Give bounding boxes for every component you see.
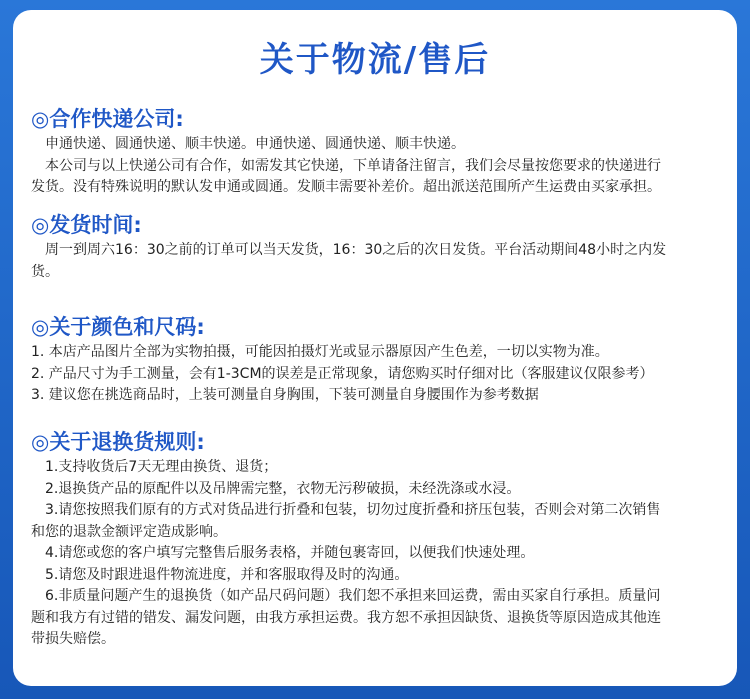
list-item: 2.退换货产品的原配件以及吊牌需完整，衣物无污秽破损，未经洗涤或水浸。 <box>45 480 521 497</box>
text-line: 发货。没有特殊说明的默认发申通或圆通。发顺丰需要补差价。超出派送范围所产生运费由买家承担。 <box>31 179 661 195</box>
circle-marker-icon: ◎ <box>31 213 50 237</box>
section-heading <box>31 427 725 457</box>
list-item: 2. 产品尺寸为手工测量，会有1-3CM的误差是正常现象，请您购买时仔细对比（客服建议仅限参考） <box>31 365 654 382</box>
text-line: 申通快递、圆通快递、顺丰快递。申通快递、圆通快递、顺丰快递。 <box>45 136 465 152</box>
section-return-policy <box>31 427 725 651</box>
circle-marker-icon: ◎ <box>31 315 50 339</box>
list-item: 4.请您或您的客户填写完整售后服务表格，并随包裹寄回，以便我们快速处理。 <box>45 545 535 561</box>
text-line: 周一到周六16：30之前的订单可以当天发货，16：30之后的次日发货。平台活动期间48小时之内发 <box>45 242 667 258</box>
section-shipping-time <box>31 210 725 283</box>
text-line: 和您的退款金额评定造成影响。 <box>31 523 227 540</box>
section-courier-partners <box>31 104 725 199</box>
page-title: 关于物流/售后 <box>259 40 491 80</box>
text-line: 带损失赔偿。 <box>31 631 115 647</box>
section-heading-label: 发货时间: <box>49 213 142 237</box>
list-item: 3. 建议您在挑选商品时，上装可测量自身胸围，下装可测量自身腰围作为参考数据 <box>31 387 539 403</box>
text-line: 题和我方有过错的错发、漏发问题，由我方承担运费。我方恕不承担因缺货、退换货等原因造成其他连 <box>31 609 661 626</box>
text-line: 货。 <box>31 263 59 280</box>
section-heading <box>31 312 725 342</box>
list-item: 6.非质量问题产生的退换货（如产品尺码问题）我们恕不承担来回运费，需由买家自行承担。质量问 <box>45 588 661 604</box>
text-line: 本公司与以上快递公司有合作，如需发其它快递，下单请备注留言，我们会尽量按您要求的快递进行 <box>45 157 661 174</box>
circle-marker-icon: ◎ <box>31 430 50 454</box>
content-card <box>13 10 737 686</box>
section-heading-label: 合作快递公司: <box>49 107 184 131</box>
section-heading <box>31 104 725 134</box>
section-heading-label: 关于退换货规则: <box>49 430 205 454</box>
list-item: 3.请您按照我们原有的方式对货品进行折叠和包装，切勿过度折叠和挤压包装，否则会对第二次销售 <box>45 502 661 518</box>
section-color-size <box>31 312 725 407</box>
circle-marker-icon: ◎ <box>31 107 50 131</box>
section-heading <box>31 210 725 240</box>
section-heading-label: 关于颜色和尺码: <box>49 315 205 339</box>
list-item: 1.支持收货后7天无理由换货、退货； <box>45 459 278 475</box>
list-item: 5.请您及时跟进退件物流进度，并和客服取得及时的沟通。 <box>45 566 409 583</box>
list-item: 1. 本店产品图片全部为实物拍摄，可能因拍摄灯光或显示器原因产生色差，一切以实物为准。 <box>31 344 609 360</box>
